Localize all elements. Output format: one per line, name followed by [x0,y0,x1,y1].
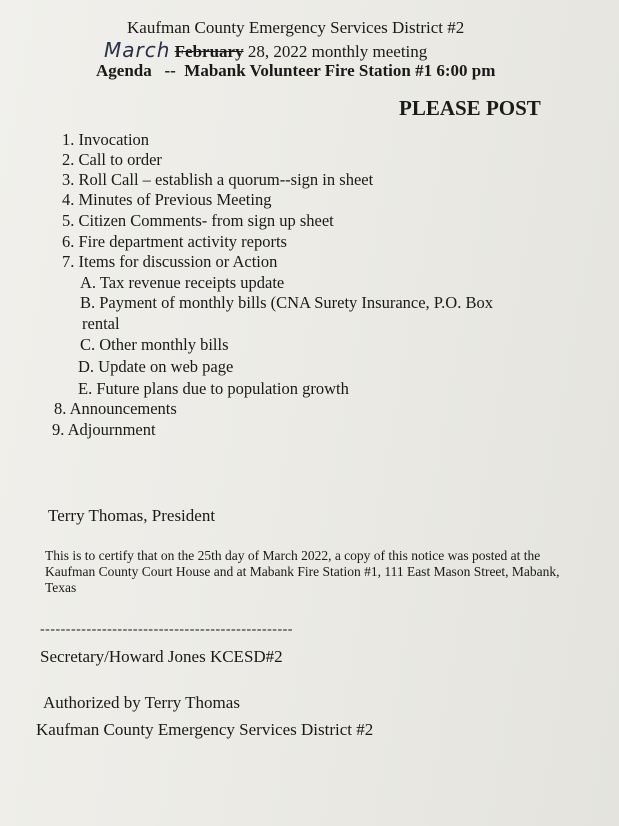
agenda-subitem: B. Payment of monthly bills (CNA Surety Insurance, P.O. Box [80,293,493,312]
agenda-subitem: A. Tax revenue receipts update [80,273,285,292]
agenda-subitem-continuation: rental [82,314,120,333]
meeting-date-line [104,38,427,62]
secretary-name: Secretary/Howard Jones KCESD#2 [40,647,283,666]
handwritten-month: March [104,38,171,62]
agenda-item: 6. Fire department activity reports [62,232,287,251]
document-title: Kaufman County Emergency Services District #2 [127,18,465,37]
agenda-item: 9. Adjournment [52,420,156,439]
posting-certification: This is to certify that on the 25th day of March 2022, a copy of this notice was posted at the Kaufman County Court House and at Mabank Fire Station #1, 111 East Mason Street, Mabank, Texas [45,548,560,595]
agenda-subitem: C. Other monthly bills [80,335,229,354]
agenda-item: 3. Roll Call – establish a quorum--sign in sheet [62,170,374,189]
authorized-by: Authorized by Terry Thomas [43,693,240,712]
agenda-subitem: D. Update on web page [78,357,234,376]
please-post-notice: PLEASE POST [399,96,541,120]
agenda-item: 4. Minutes of Previous Meeting [62,190,272,209]
date-rest: 28, 2022 monthly meeting [247,42,428,61]
president-signature: Terry Thomas, President [48,506,216,525]
district-name: Kaufman County Emergency Services District #2 [36,720,374,739]
agenda-item: 7. Items for discussion or Action [62,252,278,271]
agenda-item: 5. Citizen Comments- from sign up sheet [62,211,334,230]
agenda-item: 2. Call to order [62,150,162,169]
struck-month: February [174,42,244,61]
agenda-location-line: Agenda -- Mabank Volunteer Fire Station #1 6:00 pm [96,61,496,80]
agenda-item: 1. Invocation [62,130,150,149]
agenda-item: 8. Announcements [54,399,177,418]
agenda-subitem: E. Future plans due to population growth [78,379,349,398]
signature-line: ------------------------------------------------- [40,622,293,637]
